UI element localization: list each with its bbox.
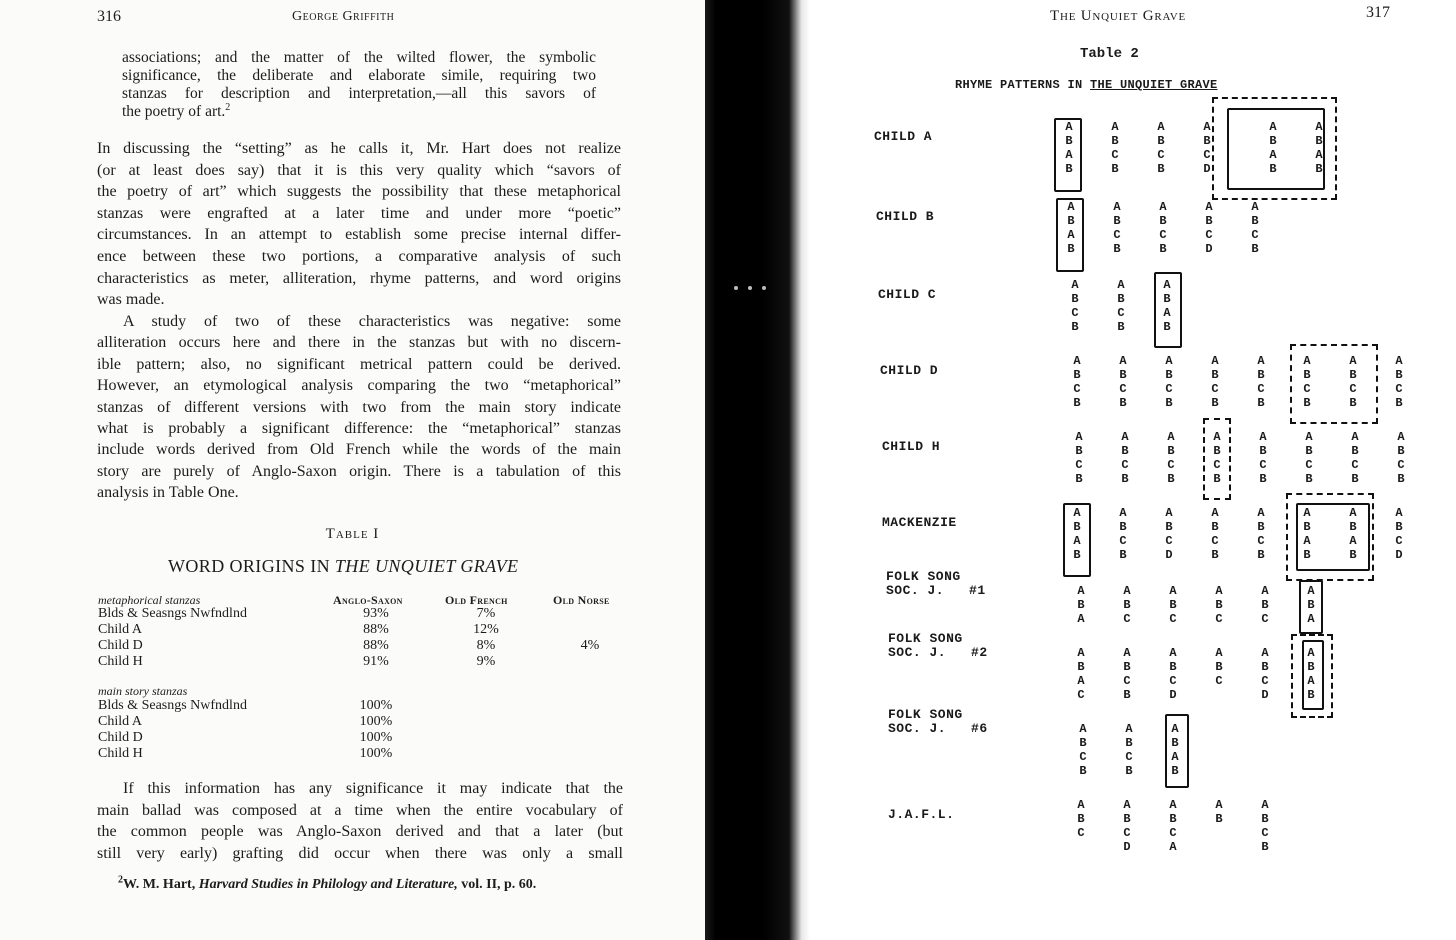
gutter-marks [730, 286, 780, 296]
solid-box [1056, 198, 1084, 272]
rhyme-pattern-column: A B C A [1169, 798, 1177, 854]
rhyme-pattern-column: A B C B [1071, 278, 1079, 334]
table-cell-anglo-saxon: 93% [363, 606, 389, 621]
rhyme-row-label: CHILD H [882, 439, 941, 454]
rhyme-pattern-column: A B C [1215, 646, 1223, 688]
table-cell-anglo-saxon: 91% [363, 654, 389, 669]
text-line: alliteration occurs here and there in the stanzas but with no discern- [97, 334, 621, 352]
text-line: what is probably a significant difference: the “metaphorical” stanzas [97, 420, 621, 437]
table-cell-old-norse: 4% [580, 638, 600, 653]
solid-box [1299, 580, 1323, 634]
text-line: stanzas were engrafted at a later time and under more “poetic” [97, 204, 621, 222]
rhyme-pattern-column: A B C B [1303, 354, 1311, 410]
rhyme-pattern-column: A B A [1307, 584, 1315, 626]
rhyme-pattern-column: A B C D [1165, 506, 1173, 562]
text-line: However, an etymological analysis comparing the two “metaphorical” [97, 377, 621, 395]
rhyme-pattern-column: A B C [1261, 584, 1269, 626]
table-row-name: Child H [98, 746, 143, 761]
rhyme-pattern-column: A B C B [1119, 506, 1127, 562]
column-header: Anglo-Saxon [333, 593, 403, 607]
rhyme-pattern-column: A B C B [1351, 430, 1359, 486]
rhyme-pattern-column: A B C [1169, 584, 1177, 626]
rhyme-pattern-column: A B C B [1257, 354, 1265, 410]
text-line: (or at least does say) that it is this very quality which “savors of [97, 161, 621, 179]
table-row-name: Child D [98, 638, 143, 653]
table-row-name: Child D [98, 730, 143, 745]
text-line: stanzas of different versions with two from the main story indicate [97, 398, 621, 416]
rhyme-pattern-column: A B C B [1397, 430, 1405, 486]
table-cell-anglo-saxon: 100% [359, 746, 393, 761]
table-cell-anglo-saxon: 88% [363, 638, 389, 653]
quote-line: stanzas for description and interpretation,—all this savors of [122, 85, 596, 102]
table-cell-old-french: 8% [476, 638, 496, 653]
rhyme-pattern-column: A B C [1123, 584, 1131, 626]
dashed-box [1286, 493, 1374, 581]
rhyme-pattern-column: A B C B [1167, 430, 1175, 486]
rhyme-pattern-column: A B C B [1075, 430, 1083, 486]
rhyme-pattern-column: A B C B [1259, 430, 1267, 486]
rhyme-pattern-column: A B C B [1251, 200, 1259, 256]
rhyme-row-label: MACKENZIE [882, 515, 957, 530]
right-page-number: 317 [1366, 4, 1390, 21]
rhyme-row-label: FOLK SONG SOC. J. #6 [888, 707, 988, 736]
rhyme-pattern-column: A B C B [1159, 200, 1167, 256]
dashed-box [1290, 344, 1378, 424]
text-line: story are purely of Anglo-Saxon origin. There is a tabulation of this [97, 462, 621, 480]
table-row-name: Blds & Seasngs Nwfndlnd [98, 606, 247, 621]
rhyme-pattern-column: A B C D [1123, 798, 1131, 854]
left-page [0, 0, 705, 940]
rhyme-row-label: CHILD C [878, 287, 937, 302]
text-line: was made. [97, 291, 165, 309]
book-gutter [705, 0, 810, 940]
text-line: include words derived from Old French while the words of the main [97, 441, 621, 459]
table-row-name: Blds & Seasngs Nwfndlnd [98, 698, 247, 713]
column-header: Old French [445, 593, 508, 607]
footnote-mark: 2 [118, 874, 123, 886]
rhyme-pattern-column: A B A [1077, 584, 1085, 626]
rhyme-pattern-column: A B C B [1257, 506, 1265, 562]
table-two-title-underlined: THE UNQUIET GRAVE [1090, 78, 1218, 92]
table-cell-old-french: 7% [476, 606, 496, 621]
table-cell-old-french: 9% [476, 654, 496, 669]
rhyme-pattern-column: A B A B [1073, 506, 1081, 562]
table-cell-anglo-saxon: 100% [359, 698, 393, 713]
text-line: In discussing the “setting” as he calls it, Mr. Hart does not realize [97, 140, 621, 157]
rhyme-pattern-column: A B C B [1211, 354, 1219, 410]
table-one-title-italic: THE UNQUIET GRAVE [334, 556, 519, 576]
table-row-name: Child A [98, 714, 142, 729]
table-cell-anglo-saxon: 88% [363, 622, 389, 637]
table-cell-old-french: 12% [473, 622, 499, 637]
left-page-number: 316 [97, 8, 121, 25]
text-line: A study of two of these characteristics was negative: some [123, 313, 621, 330]
table-row-name: Child A [98, 622, 142, 637]
rhyme-pattern-column: A B C B [1111, 120, 1119, 176]
footnote-suffix: vol. II, p. 60. [457, 877, 537, 892]
text-line: the common people was Anglo-Saxon derived and that a later (but [97, 823, 623, 841]
quote-line: associations; and the matter of the wilted flower, the symbolic [122, 49, 596, 66]
table-one-title [168, 556, 518, 577]
rhyme-row-label: CHILD A [874, 129, 933, 144]
footnote-italic: Harvard Studies in Philology and Literature, [198, 877, 458, 892]
footnote [118, 874, 537, 893]
rhyme-pattern-column: A B C B [1261, 798, 1269, 854]
table-one-label: Table I [325, 526, 380, 542]
rhyme-pattern-column: A B C B [1157, 120, 1165, 176]
dashed-box [1203, 418, 1231, 500]
rhyme-pattern-column: A B C B [1395, 354, 1403, 410]
rhyme-pattern-column: A B C [1215, 584, 1223, 626]
section-label: metaphorical stanzas [98, 593, 201, 607]
rhyme-pattern-column: A B C D [1395, 506, 1403, 562]
left-running-head: George Griffith [292, 9, 395, 24]
solid-box [1165, 714, 1189, 788]
table-one-title-prefix: WORD ORIGINS IN [168, 556, 335, 576]
table-cell-anglo-saxon: 100% [359, 730, 393, 745]
rhyme-pattern-column: A B A B [1307, 646, 1315, 702]
rhyme-pattern-column: A B C B [1305, 430, 1313, 486]
rhyme-pattern-column: A B C B [1117, 278, 1125, 334]
rhyme-pattern-column: A B C B [1121, 430, 1129, 486]
section-label: main story stanzas [98, 684, 188, 698]
footnote-prefix: W. M. Hart, [123, 877, 199, 892]
rhyme-row-label: CHILD D [880, 363, 939, 378]
solid-box [1154, 272, 1182, 348]
rhyme-pattern-column: A B C D [1169, 646, 1177, 702]
table-two-title-prefix: RHYME PATTERNS IN [955, 78, 1091, 92]
table-cell-anglo-saxon: 100% [359, 714, 393, 729]
rhyme-pattern-column: A B C B [1349, 354, 1357, 410]
rhyme-pattern-column: A B C B [1125, 722, 1133, 778]
text-line: main ballad was composed at a time when the entire vocabulary of [97, 801, 623, 819]
table-two-label: Table 2 [1080, 46, 1139, 62]
right-running-head: The Unquiet Grave [1050, 8, 1187, 24]
dashed-box [1291, 634, 1333, 718]
rhyme-pattern-column: A B C B [1123, 646, 1131, 702]
rhyme-pattern-column: A B C B [1073, 354, 1081, 410]
quote-line-text: the poetry of art. [122, 103, 226, 120]
rhyme-pattern-column: A B C B [1213, 430, 1221, 486]
rhyme-pattern-column: A B A C [1077, 646, 1085, 702]
quote-line: significance, the deliberate and elaborate simile, requiring two [122, 67, 596, 84]
table-row-name: Child H [98, 654, 143, 669]
rhyme-pattern-column: A B A B [1303, 506, 1311, 562]
table-two-title [955, 78, 1218, 92]
rhyme-pattern-column: A B A B [1065, 120, 1073, 176]
text-line: ible pattern; also, no significant metrical pattern could be derived. [97, 355, 621, 373]
text-line: characteristics as meter, alliteration, rhyme patterns, and word origins [97, 269, 621, 287]
rhyme-row-label: FOLK SONG SOC. J. #1 [886, 569, 986, 598]
rhyme-pattern-column: A B A B [1349, 506, 1357, 562]
rhyme-pattern-column: A B A B [1171, 722, 1179, 778]
solid-box [1063, 503, 1091, 577]
rhyme-pattern-column: A B C B [1113, 200, 1121, 256]
dashed-box [1212, 97, 1337, 200]
rhyme-pattern-column: A B A B [1163, 278, 1171, 334]
rhyme-row-label: J.A.F.L. [888, 807, 955, 822]
rhyme-pattern-column: A B A B [1315, 120, 1323, 176]
rhyme-pattern-column: A B C [1077, 798, 1085, 840]
rhyme-pattern-column: A B C D [1205, 200, 1213, 256]
right-page [810, 0, 1456, 940]
rhyme-pattern-column: A B C B [1119, 354, 1127, 410]
rhyme-pattern-column: A B C D [1261, 646, 1269, 702]
solid-box [1054, 118, 1082, 192]
rhyme-row-label: FOLK SONG SOC. J. #2 [888, 631, 988, 660]
rhyme-pattern-column: A B C B [1165, 354, 1173, 410]
rhyme-pattern-column: A B A B [1269, 120, 1277, 176]
rhyme-pattern-column: A B A B [1067, 200, 1075, 256]
rhyme-pattern-column: A B C B [1211, 506, 1219, 562]
text-line: analysis in Table One. [97, 484, 239, 502]
quote-line-last [122, 103, 596, 121]
rhyme-pattern-column: A B C B [1079, 722, 1087, 778]
column-header: Old Norse [553, 593, 610, 607]
text-line: circumstances. In an attempt to establish some precise internal differ- [97, 226, 621, 244]
rhyme-pattern-column: A B C D [1203, 120, 1211, 176]
rhyme-pattern-column: A B [1215, 798, 1223, 826]
footnote-mark: 2 [225, 101, 231, 113]
text-line: still very early) grafting did occur when there was only a small [97, 844, 623, 862]
text-line: If this information has any significance it may indicate that the [123, 780, 623, 797]
text-line: ence between these two portions, a comparative analysis of such [97, 248, 621, 265]
rhyme-row-label: CHILD B [876, 209, 935, 224]
text-line: the poetry of art” which suggests the possibility that these metaphorical [97, 183, 621, 201]
